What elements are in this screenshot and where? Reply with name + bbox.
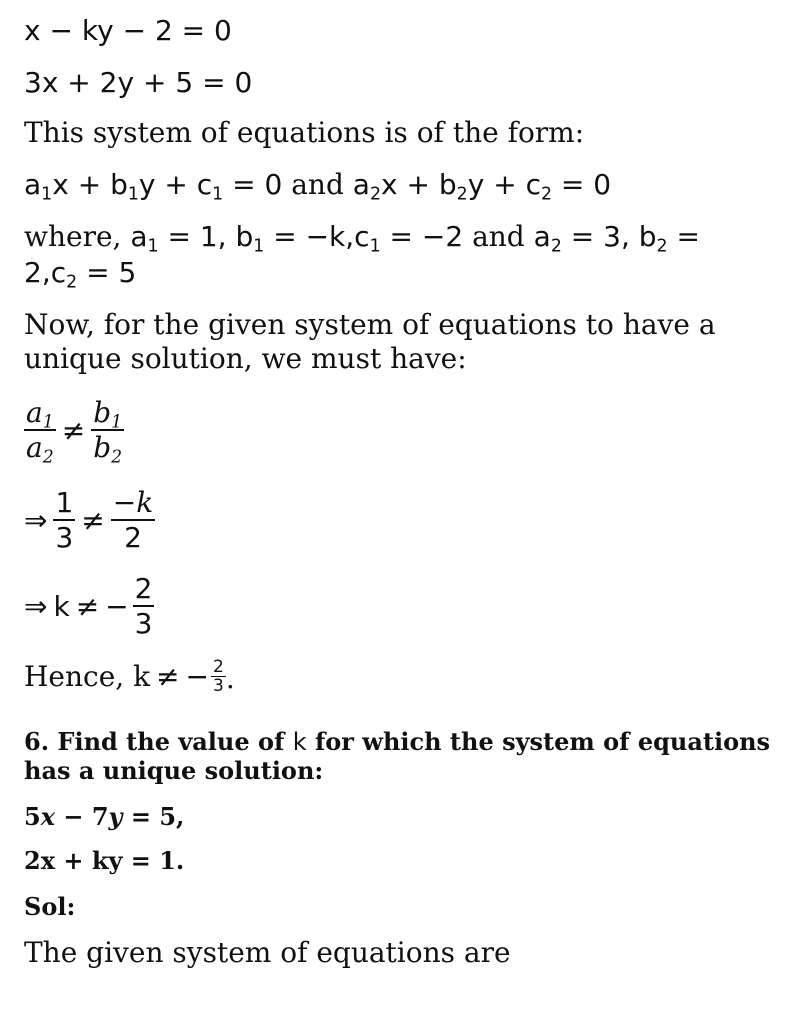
plus: +: [164, 168, 188, 201]
denominator: 2: [124, 521, 142, 554]
coefficients-line-2: [24, 256, 137, 293]
coef-a: a: [24, 168, 42, 201]
zero: 0: [593, 168, 612, 201]
coef-b: b: [110, 168, 128, 201]
equation-2: [24, 66, 252, 100]
subscript: 2: [66, 272, 78, 293]
subscript: 2: [369, 184, 382, 205]
var-y: y: [138, 168, 156, 201]
subscript: 2: [550, 236, 562, 257]
zero: 0: [264, 168, 283, 201]
coef-c: c: [50, 256, 67, 289]
step-2: [24, 572, 154, 640]
denominator: 3: [212, 676, 224, 696]
subscript: 1: [127, 184, 139, 205]
value: 3,: [603, 220, 630, 253]
equals: =: [86, 256, 110, 289]
not-equal: ≠: [61, 413, 86, 447]
eq2-plus: +: [142, 66, 167, 99]
implies-arrow: ⇒: [24, 503, 48, 537]
equals: =: [676, 220, 700, 253]
step-1: [24, 486, 155, 554]
subscript: 1: [111, 412, 123, 433]
coefficient: 7: [91, 802, 109, 831]
eq1-minus: −: [122, 14, 147, 47]
subscript: 2: [42, 447, 54, 468]
equals: =: [570, 220, 595, 253]
question-6-line-1: [24, 727, 770, 757]
equals: =: [389, 220, 413, 253]
eq1-ky: ky: [81, 14, 114, 47]
coef-c: c: [525, 168, 541, 201]
value: 2,: [24, 256, 51, 289]
question-6-line-2: has a unique solution:: [24, 756, 324, 785]
minus: −: [185, 660, 209, 693]
general-form-equation: [24, 168, 612, 205]
solution-label: Sol:: [24, 892, 76, 921]
subscript: 1: [369, 236, 381, 257]
fraction-minus-k-half: [111, 486, 155, 554]
equals: =: [232, 168, 256, 201]
eq1-x: x: [24, 14, 41, 47]
minus: −: [55, 802, 92, 831]
plus: +: [77, 168, 102, 201]
eq1-zero: 0: [214, 14, 232, 47]
eq1-equals: =: [181, 14, 206, 47]
question-text: for which the system of equations: [306, 727, 771, 756]
fraction-a1-a2: [24, 396, 56, 468]
coef-b: b: [638, 220, 657, 253]
eq2-zero: 0: [234, 66, 253, 99]
var-y: y: [467, 168, 485, 201]
coef-a: a: [26, 431, 43, 464]
hence-text: Hence, k: [24, 660, 151, 693]
not-equal: ≠: [156, 660, 180, 693]
minus: −: [105, 589, 129, 623]
value: −k,: [305, 220, 355, 253]
numerator: 2: [212, 657, 224, 677]
var-y: y: [108, 802, 123, 831]
value: 5: [118, 256, 137, 289]
eq2-constant: 5: [175, 66, 194, 99]
equation-1: [24, 14, 232, 48]
fraction-two-thirds: [133, 572, 155, 640]
period: .: [225, 662, 235, 695]
coef-a: a: [26, 396, 43, 429]
coef-a: a: [130, 220, 148, 253]
denominator: 3: [134, 607, 153, 640]
fraction-b1-b2: [91, 396, 124, 468]
equals: =: [273, 220, 297, 253]
coefficient: 5: [24, 802, 41, 831]
condition-inequality: [24, 396, 124, 468]
var-k: k: [292, 728, 307, 756]
text-unique-line-1: Now, for the given system of equations to have a: [24, 308, 716, 341]
equals: =: [560, 168, 585, 201]
text-unique-line-2: unique solution, we must have:: [24, 342, 467, 375]
and-word: and: [291, 168, 344, 201]
value: 1,: [199, 220, 227, 253]
plus: +: [406, 168, 430, 201]
final-text: The given system of equations are: [24, 936, 511, 969]
question-text: 6. Find the value of: [24, 727, 293, 756]
subscript: 1: [41, 184, 53, 205]
coef-b: b: [93, 431, 112, 464]
subscript: 2: [540, 184, 553, 205]
text-form: This system of equations is of the form:: [24, 116, 585, 149]
not-equal: ≠: [81, 503, 105, 537]
var-x: x: [381, 168, 398, 201]
subscript: 2: [111, 447, 123, 468]
numerator: −k: [112, 486, 154, 519]
subscript: 2: [456, 184, 468, 205]
coef-c: c: [354, 220, 370, 253]
subscript: 2: [656, 236, 668, 257]
eq2-equals: =: [202, 66, 226, 99]
subscript: 1: [147, 236, 159, 257]
coef-b: b: [93, 396, 112, 429]
var-k: k: [53, 589, 70, 623]
coef-c: c: [196, 168, 213, 201]
eq2-plus: +: [67, 66, 91, 99]
eq2-term: 3x: [24, 66, 59, 99]
numerator: 1: [55, 486, 74, 519]
var-x: x: [40, 802, 56, 831]
not-equal: ≠: [75, 589, 100, 623]
subscript: 1: [253, 236, 265, 257]
equation-rest: = 5,: [122, 802, 185, 831]
plus: +: [493, 168, 517, 201]
numerator: 2: [134, 572, 153, 605]
question-equation-1: [24, 802, 184, 832]
eq2-term: 2y: [99, 66, 135, 99]
hence-statement: [24, 658, 235, 695]
value: −2: [421, 220, 464, 253]
coef-b: b: [438, 168, 457, 201]
subscript: 1: [212, 184, 224, 205]
fraction-one-third: [53, 486, 75, 554]
eq1-minus: −: [49, 14, 73, 47]
denominator: 3: [55, 521, 74, 554]
fraction-two-thirds-small: [211, 658, 226, 695]
and-word: and: [472, 220, 525, 253]
var-x: x: [52, 168, 69, 201]
where-word: where,: [24, 220, 122, 253]
coefficients-line-1: [24, 220, 700, 257]
equals: =: [167, 220, 191, 253]
question-equation-2: 2x + ky = 1.: [24, 846, 185, 875]
coef-b: b: [235, 220, 254, 253]
eq1-constant: 2: [154, 14, 173, 47]
implies-arrow: ⇒: [24, 589, 48, 623]
coef-a: a: [533, 220, 551, 253]
coef-a: a: [352, 168, 370, 201]
subscript: 1: [42, 412, 54, 433]
